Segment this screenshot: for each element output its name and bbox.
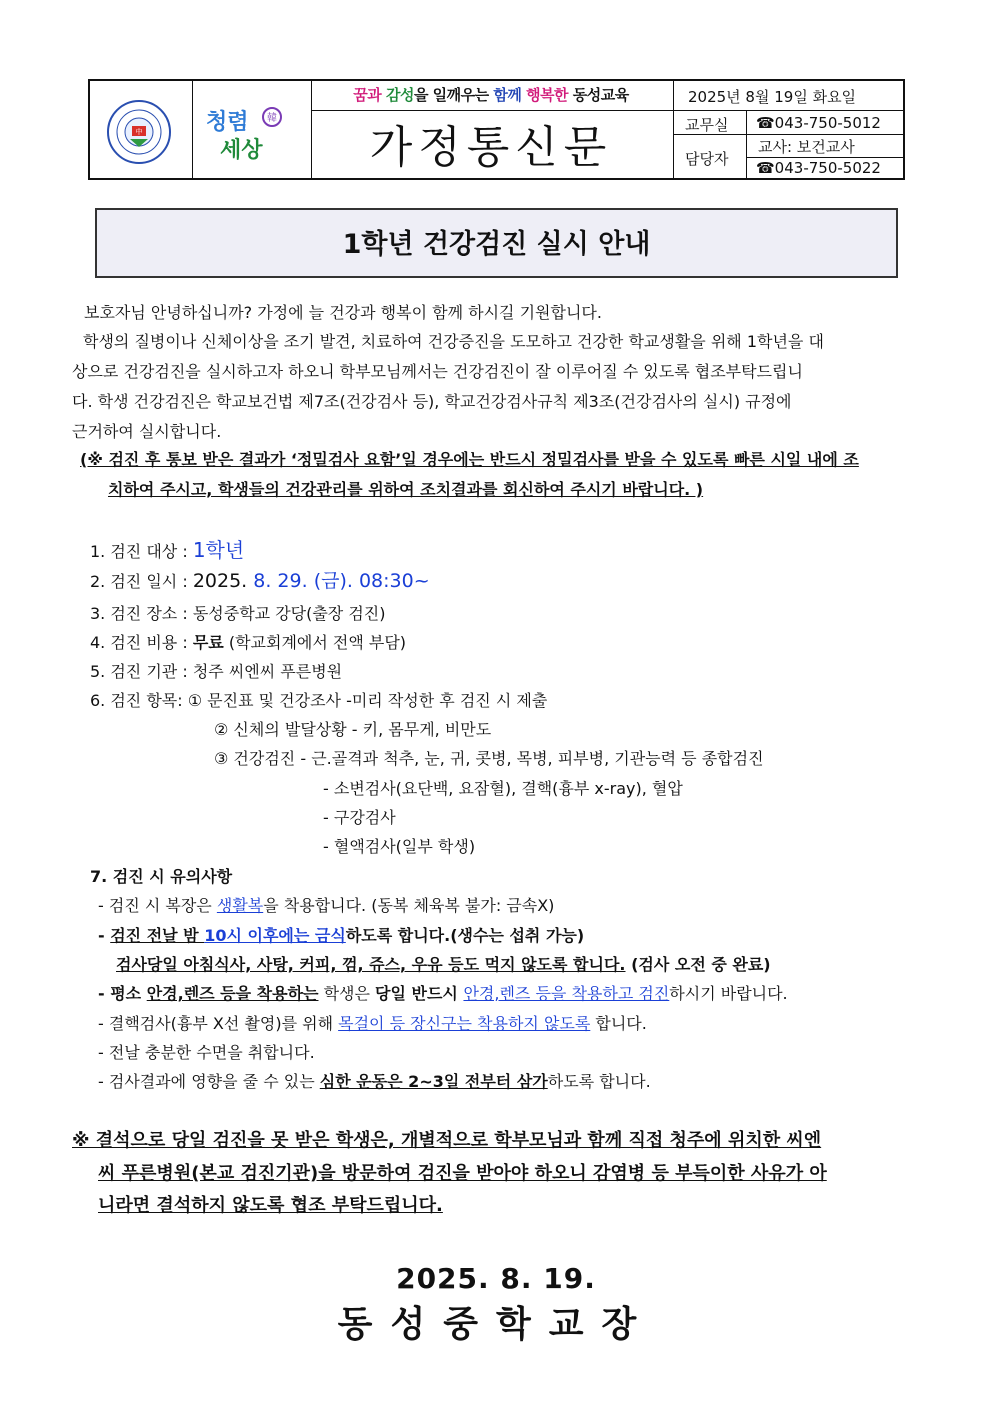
- newsletter-title: 가정통신문: [369, 122, 613, 173]
- item-place: 3. 검진 장소 : 동성중학교 강당(출장 검진): [90, 604, 386, 623]
- principal-signature: 동성중학교장: [337, 1304, 655, 1345]
- absence-notice-line: 니라면 결석하지 않도록 협조 부탁드립니다.: [98, 1195, 443, 1216]
- caution-line: - 검진 시 복장은 생활복을 착용합니다. (동복 체육복 불가: 금속X): [98, 896, 555, 915]
- caution-line: - 검사결과에 영향을 줄 수 있는 심한 운동은 2~3일 전부터 삼가하도록 합니다.: [98, 1072, 651, 1091]
- manager-label: 담당자: [685, 150, 729, 168]
- svg-text:세상: 세상: [220, 138, 263, 163]
- absence-notice-line: 씨 푸른병원(본교 검진기관)을 방문하여 검진을 받아야 하오니 감염병 등 부득이한 사유가 아: [98, 1163, 827, 1184]
- slogan-segment: 꿈과: [353, 86, 386, 104]
- office-label: 교무실: [685, 116, 729, 134]
- svg-text:韓: 韓: [267, 113, 277, 124]
- item-checklist-sub: - 혈액검사(일부 학생): [323, 837, 476, 856]
- teacher-name: 교사: 보건교사: [758, 138, 855, 156]
- document-title-box: [95, 208, 898, 278]
- letter-header: [88, 79, 905, 180]
- item-checklist-sub: - 구강검사: [323, 808, 396, 827]
- caution-line: 검사당일 아침식사, 사탕, 커피, 껌, 쥬스, 우유 등도 먹지 않도록 합니다. (검사 오전 중 완료): [116, 955, 771, 974]
- document-title: 1학년 건강검진 실시 안내: [342, 229, 651, 260]
- item-target: 1. 검진 대상 : 1학년: [90, 538, 245, 562]
- svg-text:中: 中: [135, 128, 143, 136]
- notice-line: 치하여 주시고, 학생들의 건강관리를 위하여 조치결과를 회신하여 주시기 바랍니다. ): [108, 480, 704, 499]
- slogan-segment: 함께: [493, 86, 527, 104]
- intro-line: 근거하여 실시합니다.: [72, 422, 222, 441]
- item-checklist-sub: ② 신체의 발달상황 - 키, 몸무게, 비만도: [214, 720, 492, 739]
- slogan-segment: 동성교육: [572, 86, 629, 104]
- caution-line: - 결핵검사(흉부 X선 촬영)를 위해 목걸이 등 장신구는 착용하지 않도록 합니다.: [98, 1014, 647, 1033]
- intro-line: 학생의 질병이나 신체이상을 조기 발견, 치료하여 건강증진을 도모하고 건강한 학교생활을 위해 1학년을 대: [83, 332, 824, 351]
- slogan-segment: 행복한: [526, 86, 573, 104]
- item-checklist: 6. 검진 항목: ① 문진표 및 건강조사 -미리 작성한 후 검진 시 제출: [90, 691, 548, 710]
- item-checklist-sub: - 소변검사(요단백, 요잠혈), 결핵(흉부 x-ray), 혈압: [323, 779, 683, 798]
- slogan-segment: 감성: [385, 86, 414, 104]
- greeting-line: 보호자님 안녕하십니까? 가정에 늘 건강과 행복이 함께 하시길 기원합니다.: [84, 303, 602, 322]
- issue-date: 2025년 8월 19일 화요일: [688, 88, 857, 106]
- caution-line: - 검진 전날 밤 10시 이후에는 금식하도록 합니다.(생수는 섭취 가능): [98, 926, 585, 945]
- absence-notice-line: ※ 결석으로 당일 검진을 못 받은 학생은, 개별적으로 학부모님과 함께 직접 청주에 위치한 씨엔: [72, 1130, 822, 1151]
- item-checklist-sub: ③ 건강검진 - 근.골격과 척추, 눈, 귀, 콧병, 목병, 피부병, 기관능력 등 종합검진: [214, 749, 764, 768]
- item-cost: 4. 검진 비용 : 무료 (학교회계에서 전액 부담): [90, 633, 407, 652]
- intro-line: 상으로 건강검진을 실시하고자 하오니 학부모님께서는 건강검진이 잘 이루어질 수 있도록 협조부탁드립니: [72, 362, 803, 381]
- item-institution: 5. 검진 기관 : 청주 씨엔씨 푸른병원: [90, 662, 343, 681]
- teacher-phone: ☎043-750-5022: [756, 159, 881, 177]
- caution-line: - 전날 충분한 수면을 취합니다.: [98, 1043, 315, 1062]
- notice-line: (※ 검진 후 통보 받은 결과가 ‘정밀검사 요함’일 경우에는 반드시 정밀검사를 받을 수 있도록 빠른 시일 내에 조: [80, 450, 859, 469]
- school-seal-logo: [106, 99, 172, 165]
- integrity-world-logo: [202, 99, 290, 165]
- item-datetime: 2. 검진 일시 : 2025. 8. 29. (금). 08:30~: [90, 570, 430, 592]
- school-slogan: [310, 84, 672, 105]
- svg-text:청렴: 청렴: [206, 110, 249, 135]
- intro-line: 다. 학생 건강검진은 학교보건법 제7조(건강검사 등), 학교건강검사규칙 제3조(건강검사의 실시) 규정에: [72, 392, 792, 411]
- signature-date: 2025. 8. 19.: [396, 1262, 596, 1295]
- item-cautions-heading: 7. 검진 시 유의사항: [90, 867, 233, 886]
- office-phone: ☎043-750-5012: [756, 114, 881, 132]
- slogan-segment: 을 일깨우는: [413, 86, 494, 104]
- caution-line: - 평소 안경,렌즈 등을 착용하는 학생은 당일 반드시 안경,렌즈 등을 착용하고 검진하시기 바랍니다.: [98, 984, 788, 1003]
